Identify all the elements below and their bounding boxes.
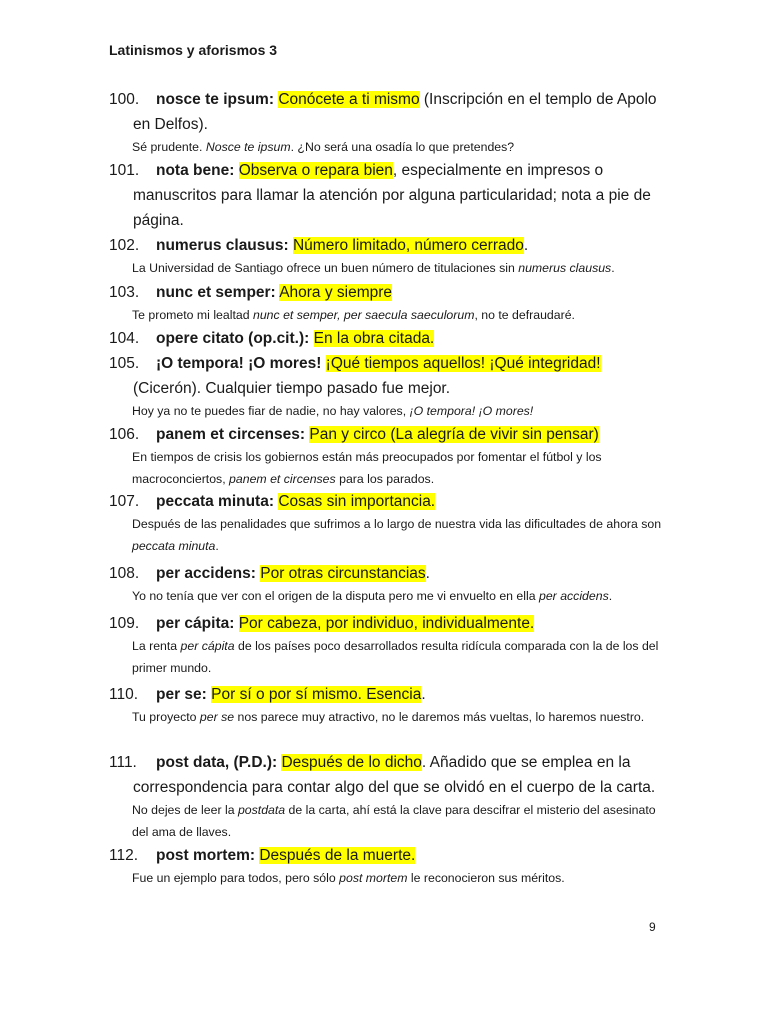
entry-head [109, 87, 664, 137]
example-text: de la carta, ahí está la clave para descifrar el misterio del asesinato del ama de llaves. [132, 803, 656, 839]
entry-example [132, 305, 664, 327]
entry-item [109, 87, 664, 159]
example-text: Fue un ejemplo para todos, pero sólo [132, 871, 340, 885]
entry-example [132, 514, 664, 557]
entry-description: . [421, 686, 426, 703]
example-text: Sé prudente. [132, 140, 206, 154]
entry-term: panem et circenses: [156, 426, 306, 443]
entry-example [132, 258, 664, 280]
example-text: Después de las penalidades que sufrimos a lo largo de nuestra vida las dificultades de ahora son [132, 517, 662, 531]
entry-term: per accidens: [156, 565, 256, 582]
example-text: . [215, 538, 219, 553]
entry-meaning-highlight: ¡Qué tiempos aquellos! ¡Qué integridad! [325, 355, 601, 372]
entry-number: 112. [109, 847, 139, 864]
entry-number: 110. [109, 686, 139, 703]
entry-term: nota bene: [156, 162, 235, 179]
example-text: . [608, 589, 613, 603]
entry-example [132, 401, 664, 423]
entry-example [132, 800, 664, 843]
example-text: Hoy ya no te puedes fiar de nadie, no hay valores, [132, 404, 410, 418]
entry-meaning-highlight: Número limitado, número cerrado [292, 237, 524, 254]
entry-term: post data, (P.D.): [156, 754, 278, 771]
entry-head [109, 561, 664, 586]
page-number: 9 [649, 920, 656, 934]
entry-term: peccata minuta: [156, 493, 275, 510]
entry-number: 106. [109, 426, 140, 443]
entry-example [132, 447, 664, 490]
entry-term: per cápita: [156, 615, 235, 632]
entry-meaning-highlight: Por sí o por sí mismo. Esencia [211, 686, 422, 703]
entry-example [132, 868, 664, 890]
entry-meaning-highlight: Conócete a ti mismo [278, 91, 420, 108]
example-latin-term: per cápita [180, 639, 235, 653]
page-title: Latinismos y aforismos 3 [109, 42, 278, 58]
entry-meaning-highlight: Después de la muerte. [259, 847, 416, 864]
example-latin-term: peccata minuta [132, 538, 216, 553]
example-text: para los parados. [335, 471, 435, 486]
entry-item [109, 158, 664, 233]
entry-term: opere citato (op.cit.): [156, 330, 310, 347]
entry-meaning-highlight: Cosas sin importancia. [278, 493, 436, 510]
entry-number: 109. [109, 615, 140, 632]
entry-head [109, 351, 664, 401]
entry-head [109, 422, 664, 447]
entry-example [132, 586, 664, 608]
entry-meaning-highlight: Después de lo dicho [281, 754, 422, 771]
example-latin-term: per accidens [539, 589, 609, 603]
entry-head [109, 750, 664, 800]
entry-description: (Inscripción en el templo de Apolo en Delfos). [133, 91, 657, 133]
example-latin-term: nunc et semper, per saecula saeculorum [252, 308, 475, 322]
entry-number: 105. [109, 355, 140, 372]
entry-description: . [425, 565, 430, 582]
entry-head [109, 489, 664, 514]
example-text: No dejes de leer la [132, 803, 238, 817]
entry-example [132, 137, 664, 159]
example-latin-term: ¡O tempora! ¡O mores! [409, 404, 534, 418]
entry-number: 103. [109, 284, 140, 301]
example-text: La Universidad de Santiago ofrece un buen número de titulaciones sin [132, 261, 519, 275]
entry-head [109, 280, 664, 305]
entry-number: 111. [109, 754, 137, 771]
example-latin-term: panem et circenses [229, 471, 336, 486]
example-latin-term: Nosce te ipsum [205, 140, 291, 154]
entry-description: . [523, 237, 529, 254]
entry-number: 104. [109, 330, 140, 347]
entry-term: nosce te ipsum: [156, 91, 274, 108]
entry-meaning-highlight: En la obra citada. [313, 330, 435, 347]
example-text: Te prometo mi lealtad [132, 308, 253, 322]
entry-number: 100. [109, 91, 140, 108]
entry-item [109, 422, 664, 490]
entry-item [109, 611, 664, 679]
example-latin-term: postdata [237, 803, 286, 817]
entry-meaning-highlight: Por cabeza, por individuo, individualmente. [238, 615, 535, 632]
entry-head [109, 843, 664, 868]
entry-head [109, 611, 664, 636]
entry-number: 102. [109, 237, 140, 254]
entry-head [109, 158, 664, 233]
entry-item [109, 750, 664, 843]
entry-term: ¡O tempora! ¡O mores! [156, 355, 322, 372]
example-latin-term: post mortem [339, 871, 408, 885]
entry-term: per se: [156, 686, 207, 703]
entry-item [109, 351, 664, 423]
entry-meaning-highlight: Pan y circo (La alegría de vivir sin pensar) [309, 426, 599, 443]
entry-meaning-highlight: Por otras circunstancias [260, 565, 426, 582]
entry-example [132, 707, 664, 729]
example-latin-term: per se [199, 710, 235, 724]
entry-item [109, 843, 664, 890]
example-text: le reconocieron sus méritos. [407, 871, 565, 885]
entry-example [132, 636, 664, 679]
entry-description: , especialmente en impresos o manuscritos para llamar la atención por alguna particularidad; nota a pie de página. [133, 162, 651, 229]
entry-term: post mortem: [156, 847, 256, 864]
example-text: de los países poco desarrollados resulta ridícula comparada con la de los del primer mundo. [132, 639, 659, 675]
entry-number: 101. [109, 162, 140, 179]
entry-head [109, 326, 664, 351]
entry-head [109, 682, 664, 707]
entry-term: nunc et semper: [156, 284, 276, 301]
example-text: , no te defraudaré. [474, 308, 575, 322]
example-text: . ¿No será una osadía lo que pretendes? [290, 140, 515, 154]
entry-number: 107. [109, 493, 140, 510]
example-text: Tu proyecto [132, 710, 200, 724]
entry-item [109, 489, 664, 557]
example-text: La renta [132, 639, 181, 653]
entry-term: numerus clausus: [156, 237, 289, 254]
entry-item [109, 561, 664, 608]
example-text: nos parece muy atractivo, no le daremos más vueltas, lo haremos nuestro. [234, 710, 645, 724]
example-text: En tiempos de crisis los gobiernos están más preocupados por fomentar el fútbol y los macroconciertos, [132, 450, 602, 486]
entry-item [109, 682, 664, 729]
entry-meaning-highlight: Observa o repara bien [238, 162, 393, 179]
example-text: Yo no tenía que ver con el origen de la disputa pero me vi envuelto en ella [132, 589, 539, 603]
entry-description: (Cicerón). Cualquier tiempo pasado fue mejor. [133, 380, 451, 397]
entry-meaning-highlight: Ahora y siempre [279, 284, 393, 301]
entry-item [109, 326, 664, 351]
example-text: . [611, 261, 615, 275]
entry-description: . Añadido que se emplea en la correspondencia para contar algo del que se olvidó en el cuerpo de la carta. [133, 754, 656, 796]
entry-item [109, 280, 664, 327]
entry-item [109, 233, 664, 280]
entry-head [109, 233, 664, 258]
example-latin-term: numerus clausus [518, 261, 612, 275]
entry-number: 108. [109, 565, 140, 582]
